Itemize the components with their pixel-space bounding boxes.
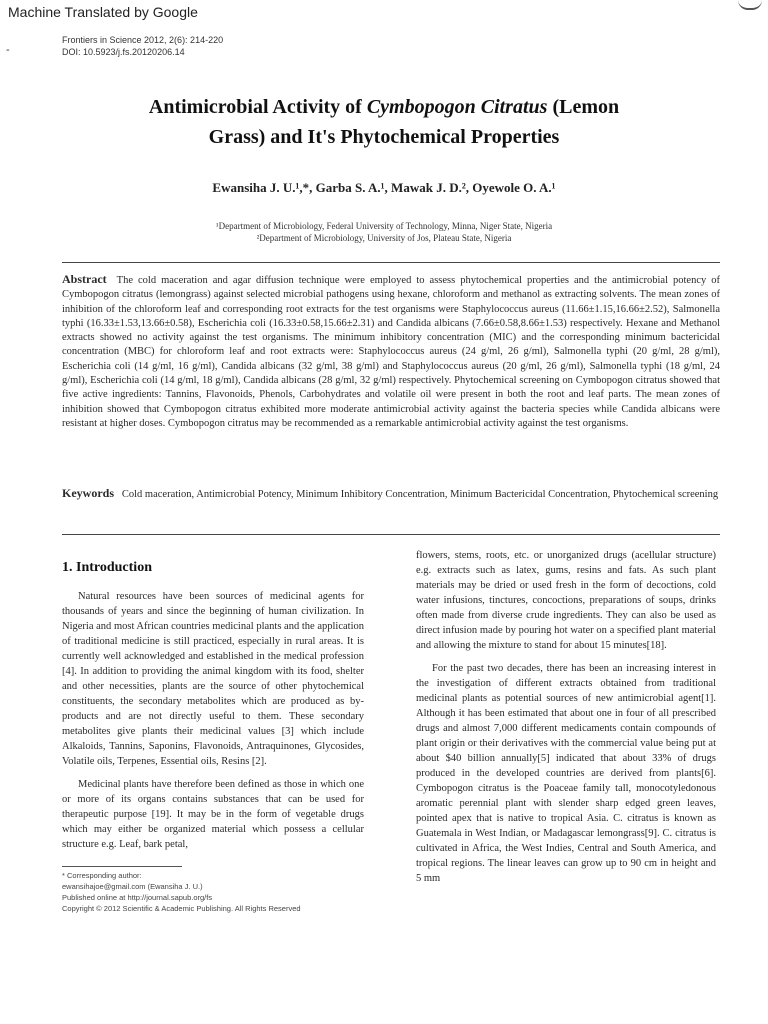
footnote-copyright: Copyright © 2012 Scientific & Academic Publishing. All Rights Reserved (62, 904, 301, 913)
intro-paragraph-2: Medicinal plants have therefore been defined as those in which one or more of its organs contains substances that can be used for therapeutic purpose [19]. It may be in the form of vegetable drugs which may either be organized material which possess a cellular structure e.g. Leaf, bark petal, (62, 779, 364, 850)
translation-banner: Machine Translated by Google (8, 4, 198, 20)
left-column (62, 560, 364, 860)
section-heading-introduction: 1. Introduction (62, 560, 152, 575)
affiliation-2: ²Department of Microbiology, University of Jos, Plateau State, Nigeria (256, 233, 512, 243)
intro-paragraph-1: Natural resources have been sources of medicinal agents for thousands of years and since the beginning of human civilization. In Nigeria and most African countries medicinal plants and the application of traditional medicine is still practiced, especially in rural areas. It is currently well acknowledged and established in the medical profession [4]. In addition to providing the animal kingdom with its food, shelter and other necessities, plants are the source of other phytochemical constituents, the secondary metabolites which are produced as by-products and are not directly useful to them. These secondary metabolites give plants their medicinal values [3] which include Alkaloids, Tannins, Saponins, Flavonoids, Antraquinones, Glycosides, Volatile oils, Terpenes, Essential oils, Resins [2]. (62, 591, 364, 767)
affiliations (40, 220, 728, 244)
footnote-corresponding: * Corresponding author: (62, 871, 142, 880)
abstract-label: Abstract (62, 272, 107, 286)
right-paragraph-2: For the past two decades, there has been an increasing interest in the investigation of different extracts obtained from traditional medicinal plants as potential sources of new antimicrobial agent[1]. Although it has been estimated that about one in four of all prescribed drugs and almost 7,000 different medicaments contain compounds of plant origin or their derivatives with the commercial value being put at about $40 billion annually[5] indicated that about 33% of drugs produced in the developed countries are derived from plants[6]. Cymbopogon citratus is the Poaceae family tall, monocotyledonous aromatic perennial plant with slender sharp edged green leaves, pointed apex that is native to tropical Asia. C. citratus is known as Guatemala in West Indian, or Madagascar lemongrass[9]. C. citratus is cultivated in Africa, the West Indies, Central and South America, and tropical regions. The linear leaves can grow up to 90 cm in height and 5 mm (416, 663, 716, 884)
right-column (416, 548, 716, 894)
paper-title (40, 92, 728, 152)
footnote-email: ewansihajoe@gmail.com (Ewansiha J. U.) (62, 882, 203, 891)
species-name: Cymbopogon Citratus (366, 96, 548, 118)
journal-info (62, 34, 223, 58)
corner-mark (738, 0, 762, 10)
keywords-bottom-rule (62, 534, 720, 535)
abstract (62, 272, 720, 431)
margin-dash: - (6, 44, 10, 56)
keywords-label: Keywords (62, 486, 114, 500)
journal-doi: DOI: 10.5923/j.fs.20120206.14 (62, 47, 185, 57)
keywords-text: Cold maceration, Antimicrobial Potency, Minimum Inhibitory Concentration, Minimum Bactericidal Concentration, Phytochemical screening (121, 489, 719, 500)
keywords (62, 486, 720, 502)
footnote-published: Published online at http://journal.sapub.org/fs (62, 893, 213, 902)
footnote-rule (62, 866, 182, 867)
abstract-top-rule (62, 262, 720, 263)
title-line-2: Grass) and It's Phytochemical Properties (208, 126, 560, 148)
right-paragraph-1: flowers, stems, roots, etc. or unorganized drugs (acellular structure) e.g. extracts such as latex, gums, resins and fats. As such plant materials may be dried or used fresh in the form of decoctions, cold water infusions, tinctures, concoctions, preparations of soups, drinks often made from diverse crude ingredients. They can also be used as direct infusion made by pouring hot water on a specified plant material and allowing the mixture to stand for about 15 minutes[18]. (416, 550, 716, 651)
footnotes (62, 870, 364, 914)
affiliation-1: ¹Department of Microbiology, Federal University of Technology, Minna, Niger State, Nigeria (215, 221, 553, 231)
abstract-text: The cold maceration and agar diffusion technique were employed to assess phytochemical properties and the antimicrobial potency of Cymbopogon citratus (lemongrass) against selected microbial pathogens using hexane, chloroform and methanol as extracting solvents. The mean zones of inhibition of the chloroform leaf and corresponding root extracts for the test organisms were Staphylococcus aureus (11.66±1.15,16.66±2.52), Salmonella typhi (16.33±1.53,13.66±0.58), Escherichia coli (16.33±0.58,15.66±2.31) and Candida albicans (7.66±0.58,8.66±1.53) respectively. Hexane and Methanol extracts showed no activity against the test organisms. The minimum inhibitory concentration (MIC) and the corresponding minimum bactericidal concentration (MBC) for chloroform leaf and root extracts were: Staphylococcus aureus (24 g/ml, 26 g/ml), Salmonella typhi (20 g/ml, 28 g/ml), Escherichia coli (14 g/ml, 16 g/ml), Candida albicans (32 g/ml, 38 g/ml) and Staphylococcus aureus (20 g/ml, 26 g/ml), Salmonella typhi (18 g/ml, 24 g/ml), Escherichia coli (14 g/ml, 18 g/ml), Candida albicans (28 g/ml, 32 g/ml) respectively. Phytochemical screening on Cymbopogon citratus showed that five active ingredients: Tannins, Flavonoids, Phenols, Carbohydrates and volatile oil were present in both the root and leaf parts. The mean zones of inhibition showed that Cymbopogon citratus exhibited more moderate antimicrobial activity against the bacteria species while Candida albicans were resistant at higher doses. Cymbopogon citratus may be recommended as a remarkable antimicrobial activity against the test organisms. (62, 275, 720, 429)
journal-citation: Frontiers in Science 2012, 2(6): 214-220 (62, 35, 224, 45)
title-line-1: Antimicrobial Activity of Cymbopogon Citratus (Lemon (148, 96, 620, 118)
author-list: Ewansiha J. U.¹,*, Garba S. A.¹, Mawak J. D.², Oyewole O. A.¹ (212, 180, 556, 195)
